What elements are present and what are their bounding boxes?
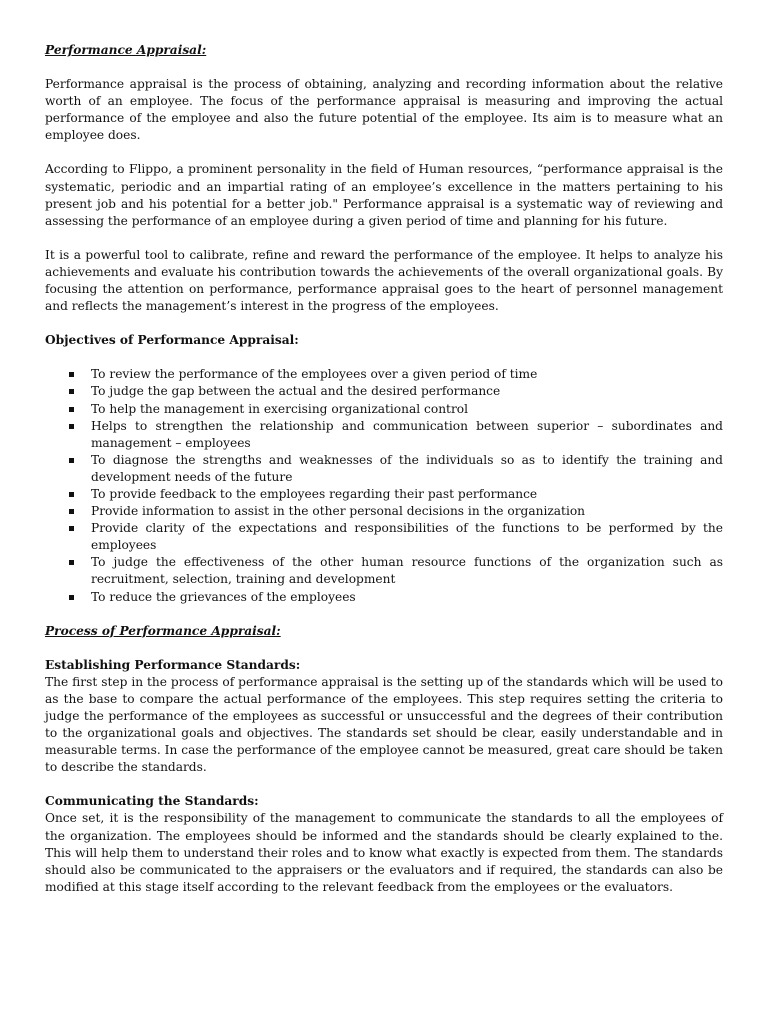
list-item: Provide information to assist in the other personal decisions in the organization xyxy=(91,503,723,520)
list-item: To review the performance of the employees over a given period of time xyxy=(91,366,723,383)
list-item: Provide clarity of the expectations and responsibilities of the functions to be performed by the employees xyxy=(91,520,723,554)
paragraph-communicating-standards: Once set, it is the responsibility of the management to communicate the standards to all the employees of the organization. The employees should be informed and the standards should be clearly explained to the. This will help them to understand their roles and to know what exactly is expected from them. The standards should also be communicated to the appraisers or the evaluators and if required, the standards can also be modified at this stage itself according to the relevant feedback from the employees or the evaluators. xyxy=(45,811,723,894)
list-item: To help the management in exercising organizational control xyxy=(91,401,723,418)
paragraph-powerful-tool: It is a powerful tool to calibrate, refine and reward the performance of the employee. It helps to analyze his achievements and evaluate his contribution towards the achievements of the overall organizational goals. By focusing the attention on performance, performance appraisal goes to the heart of personnel management and reflects the management’s interest in the progress of the employees. xyxy=(45,247,723,314)
list-item: Helps to strengthen the relationship and communication between superior – subordinates and management – employees xyxy=(91,418,723,452)
list-item: To diagnose the strengths and weaknesses of the individuals so as to identify the training and development needs of the future xyxy=(91,452,723,486)
section-heading-process: Process of Performance Appraisal: xyxy=(45,623,281,638)
subheading-communicating-standards: Communicating the Standards: xyxy=(45,794,259,809)
subheading-establishing-standards: Establishing Performance Standards: xyxy=(45,657,301,672)
list-item: To judge the gap between the actual and the desired performance xyxy=(91,383,723,400)
paragraph-definition: Performance appraisal is the process of obtaining, analyzing and recording information about the relative worth of an employee. The focus of the performance appraisal is measuring and improving the actual performance of the employee and also the future potential of the employee. Its aim is to measure what an employee does. xyxy=(45,77,723,143)
objectives-list xyxy=(45,366,723,605)
objectives-heading: Objectives of Performance Appraisal: xyxy=(45,333,299,348)
list-item: To judge the effectiveness of the other human resource functions of the organization such as recruitment, selection, training and development xyxy=(91,554,723,588)
paragraph-establishing-standards: The first step in the process of performance appraisal is the setting up of the standards which will be used to as the base to compare the actual performance of the employees. This step requires setting the criteria to judge the performance of the employees as successful or unsuccessful and the degrees of their contribution to the organizational goals and objectives. The standards set should be clear, easily understandable and in measurable terms. In case the performance of the employee cannot be measured, great care should be taken to describe the standards. xyxy=(45,674,723,775)
section-heading-performance-appraisal: Performance Appraisal: xyxy=(45,43,207,57)
paragraph-flippo: According to Flippo, a prominent personality in the field of Human resources, “performance appraisal is the systematic, periodic and an impartial rating of an employee’s excellence in the matters pertaining to his present job and his potential for a better job." Performance appraisal is a systematic way of reviewing and assessing the performance of an employee during a given period of time and planning for his future. xyxy=(45,162,723,228)
list-item: To provide feedback to the employees regarding their past performance xyxy=(91,486,723,503)
list-item: To reduce the grievances of the employees xyxy=(91,589,723,606)
